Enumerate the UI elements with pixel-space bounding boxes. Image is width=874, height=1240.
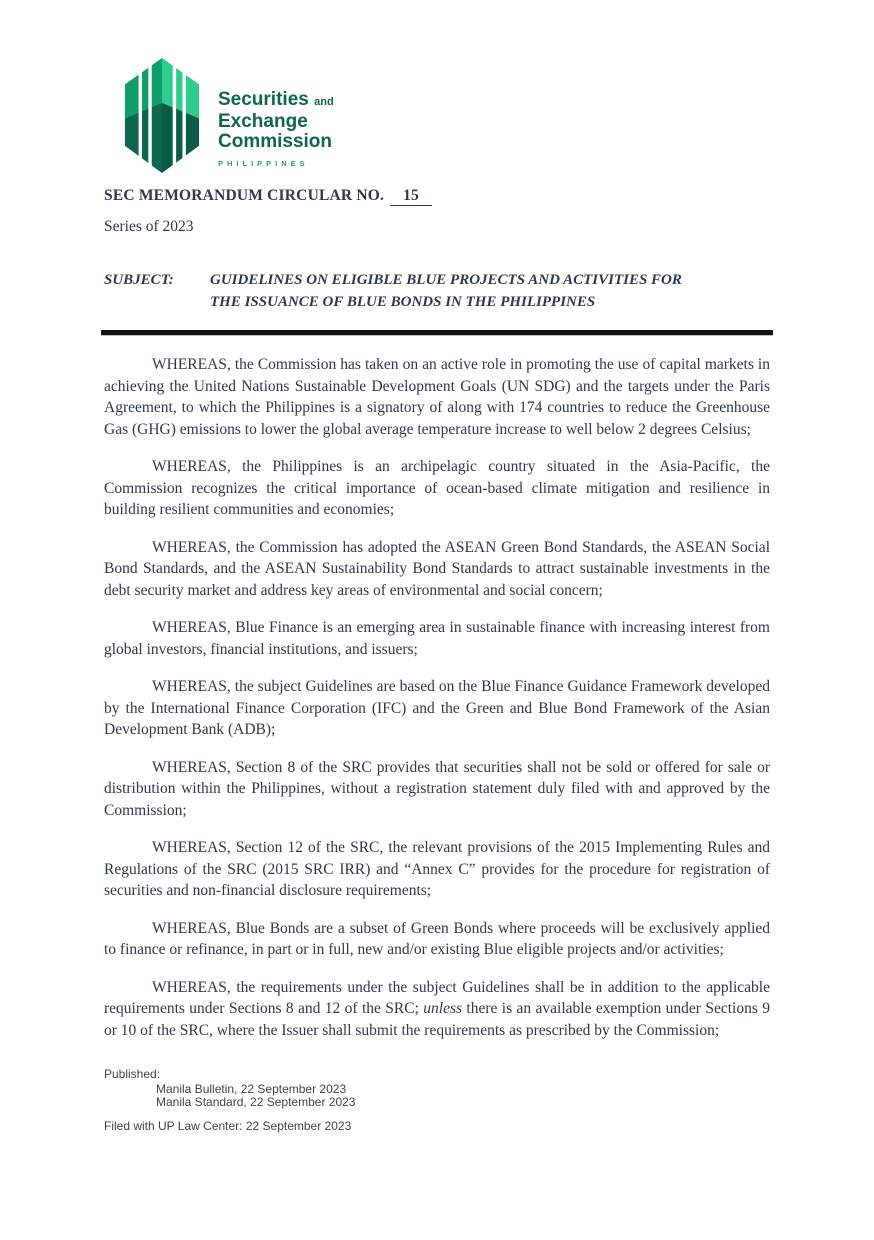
subject-text: GUIDELINES ON ELIGIBLE BLUE PROJECTS AND ACTIVITIES FOR THE ISSUANCE OF BLUE BONDS IN THE PHILIPPINES (210, 272, 682, 310)
filed-line: Filed with UP Law Center: 22 September 2023 (104, 1119, 352, 1133)
whereas-9-italic: unless (423, 1000, 463, 1017)
whereas-paragraph-5: WHEREAS, the subject Guidelines are based on the Blue Finance Guidance Framework developed by the International Finance Corporation (IFC) and the Green and Blue Bond Framework of the Asian Development Bank (ADB); (104, 678, 770, 738)
publication-footer (104, 1068, 770, 1133)
whereas-paragraph-6: WHEREAS, Section 8 of the SRC provides that securities shall not be sold or offered for sale or distribution within the Philippines, without a registration statement duly filed with and approved by the Commission; (104, 758, 770, 819)
published-item-2: Manila Standard, 22 September 2023 (156, 1095, 356, 1109)
whereas-paragraph-2: WHEREAS, the Philippines is an archipelagic country situated in the Asia-Pacific, the Commission recognizes the critical importance of ocean-based climate mitigation and resilience in building resilient communities and economies; (104, 458, 770, 518)
logo-country-label: PHILIPPINES (218, 159, 309, 168)
whereas-paragraph-4: WHEREAS, Blue Finance is an emerging area in sustainable finance with increasing interest from global investors, financial institutions, and issuers; (104, 619, 770, 658)
logo-line-3: Commission (218, 131, 333, 152)
circular-number: 15 (390, 187, 432, 206)
circular-label: SEC MEMORANDUM CIRCULAR NO. (104, 187, 385, 204)
whereas-paragraph-1: WHEREAS, the Commission has taken on an active role in promoting the use of capital markets in achieving the United Nations Sustainable Development Goals (UN SDG) and the targets under the Paris Agreement, to which the Philippines is a signatory of along with 174 countries to reduce the Greenhouse Gas (GHG) emissions to lower the global average temperature increase to well below 2 degrees Celsius; (104, 356, 770, 438)
subject-block (104, 269, 770, 313)
whereas-paragraph-7: WHEREAS, Section 12 of the SRC, the relevant provisions of the 2015 Implementing Rules and Regulations of the SRC (2015 SRC IRR) and “Annex C” provides for the procedure for registration of securities and non-financial disclosure requirements; (104, 839, 770, 899)
logo-header (118, 58, 770, 173)
logo-line-2: Exchange (218, 111, 308, 132)
horizontal-rule (101, 330, 773, 335)
published-items (156, 1083, 770, 1109)
whereas-paragraph-3: WHEREAS, the Commission has adopted the ASEAN Green Bond Standards, the ASEAN Social Bond Standards, and the ASEAN Sustainability Bond Standards to attract sustainable investments in the debt security market and address key areas of environmental and social concern; (104, 538, 770, 599)
logo-wordmark (218, 90, 334, 174)
circular-title (104, 187, 770, 206)
sec-logo-icon (118, 58, 206, 173)
whereas-9-after: there is an available exemption under Sections 9 or 10 of the SRC, where the Issuer shall submit the requirements as prescribed by the Commission; (104, 1000, 770, 1039)
series-line: Series of 2023 (104, 218, 194, 235)
logo-line-1: Securities and (218, 89, 334, 110)
whereas-9-before: WHEREAS, the requirements under the subject Guidelines shall be in addition to the applicable requirements under Sections 8 and 12 of the SRC; (104, 978, 770, 1017)
document-body (104, 354, 770, 1041)
subject-label: SUBJECT: (104, 272, 174, 288)
whereas-paragraph-8: WHEREAS, Blue Bonds are a subset of Green Bonds where proceeds will be exclusively applied to finance or refinance, in part or in full, new and/or existing Blue eligible projects and/or activities; (104, 919, 770, 958)
whereas-paragraph-9 (104, 977, 770, 1042)
published-label: Published: (104, 1067, 161, 1081)
published-item-1: Manila Bulletin, 22 September 2023 (156, 1082, 347, 1096)
